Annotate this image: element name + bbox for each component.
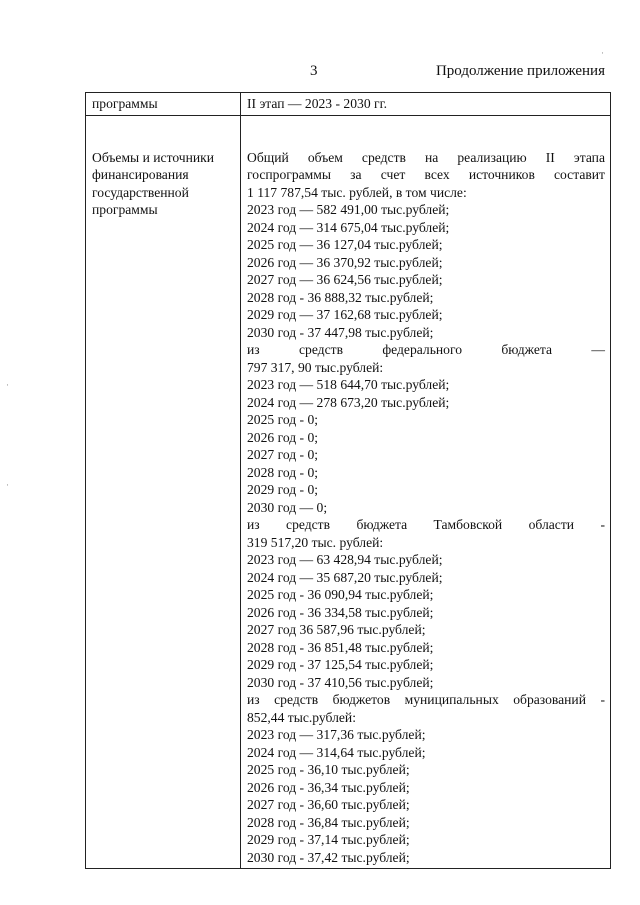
year-line: 2028 год - 0; xyxy=(247,464,319,480)
table-row xyxy=(86,115,611,869)
year-line: 2026 год - 36,34 тыс.рублей; xyxy=(247,779,410,795)
label-line: программы xyxy=(92,202,158,217)
year-line: 2023 год — 63 428,94 тыс.рублей; xyxy=(247,552,443,567)
year-line: 2024 год — 314,64 тыс.рублей; xyxy=(247,744,426,760)
intro-total: 1 117 787,54 тыс. рублей, в том числе: xyxy=(247,184,467,200)
scan-mark: · xyxy=(6,480,9,490)
municipal-total: 852,44 тыс.рублей: xyxy=(247,709,356,725)
program-passport-table xyxy=(85,92,611,869)
regional-heading: из средств бюджета Тамбовской области - xyxy=(247,517,605,532)
intro-line: Общий объем средств на реализацию II этапа xyxy=(247,149,605,165)
year-line: 2025 год - 0; xyxy=(247,412,319,427)
year-line: 2029 год - 37 125,54 тыс.рублей; xyxy=(247,657,434,672)
year-line: 2025 год - 36 090,94 тыс.рублей; xyxy=(247,587,434,602)
year-line: 2030 год - 37 410,56 тыс.рублей; xyxy=(247,674,434,690)
label-line: финансирования xyxy=(92,167,189,182)
year-line: 2030 год - 37,42 тыс.рублей; xyxy=(247,849,410,865)
label-line: государственной xyxy=(92,184,189,200)
year-line: 2024 год — 35 687,20 тыс.рублей; xyxy=(247,569,443,585)
year-line: 2025 год — 36 127,04 тыс.рублей; xyxy=(247,237,443,252)
label-line: Объемы и источники xyxy=(92,149,215,165)
regional-total: 319 517,20 тыс. рублей: xyxy=(247,534,384,550)
federal-total: 797 317, 90 тыс.рублей: xyxy=(247,359,384,375)
scan-mark: · xyxy=(6,380,9,390)
year-line: 2030 год - 37 447,98 тыс.рублей; xyxy=(247,324,434,340)
year-line: 2027 год - 36,60 тыс.рублей; xyxy=(247,797,410,812)
year-line: 2027 год — 36 624,56 тыс.рублей; xyxy=(247,272,443,287)
row-label: программы xyxy=(86,93,241,116)
year-line: 2023 год — 518 644,70 тыс.рублей; xyxy=(247,377,450,392)
year-line: 2030 год — 0; xyxy=(247,499,328,515)
year-line: 2027 год 36 587,96 тыс.рублей; xyxy=(247,622,426,637)
year-line: 2026 год — 36 370,92 тыс.рублей; xyxy=(247,254,443,270)
year-line: 2024 год — 314 675,04 тыс.рублей; xyxy=(247,219,450,235)
funding-details xyxy=(241,115,611,869)
year-line: 2027 год - 0; xyxy=(247,447,319,462)
row-label xyxy=(86,115,241,869)
table-row xyxy=(86,93,611,116)
year-line: 2024 год — 278 673,20 тыс.рублей; xyxy=(247,394,450,410)
continuation-label: Продолжение приложения xyxy=(435,63,605,79)
page-number: 3 xyxy=(310,63,318,79)
year-line: 2026 год - 0; xyxy=(247,429,319,445)
year-line: 2023 год — 582 491,00 тыс.рублей; xyxy=(247,202,450,217)
year-line: 2025 год - 36,10 тыс.рублей; xyxy=(247,762,410,777)
municipal-heading: из средств бюджетов муниципальных образований - xyxy=(247,692,605,707)
year-line: 2028 год - 36 888,32 тыс.рублей; xyxy=(247,289,434,305)
intro-line: госпрограммы за счет всех источников составит xyxy=(247,167,605,182)
year-line: 2029 год — 37 162,68 тыс.рублей; xyxy=(247,307,443,322)
year-line: 2029 год - 37,14 тыс.рублей; xyxy=(247,832,410,847)
row-value: II этап — 2023 - 2030 гг. xyxy=(241,93,611,116)
year-line: 2026 год - 36 334,58 тыс.рублей; xyxy=(247,604,434,620)
year-line: 2029 год - 0; xyxy=(247,482,319,497)
scan-mark: · xyxy=(601,48,604,58)
year-line: 2023 год — 317,36 тыс.рублей; xyxy=(247,727,426,742)
year-line: 2028 год - 36,84 тыс.рублей; xyxy=(247,814,410,830)
year-line: 2028 год - 36 851,48 тыс.рублей; xyxy=(247,639,434,655)
federal-heading: из средств федерального бюджета — xyxy=(247,342,605,357)
